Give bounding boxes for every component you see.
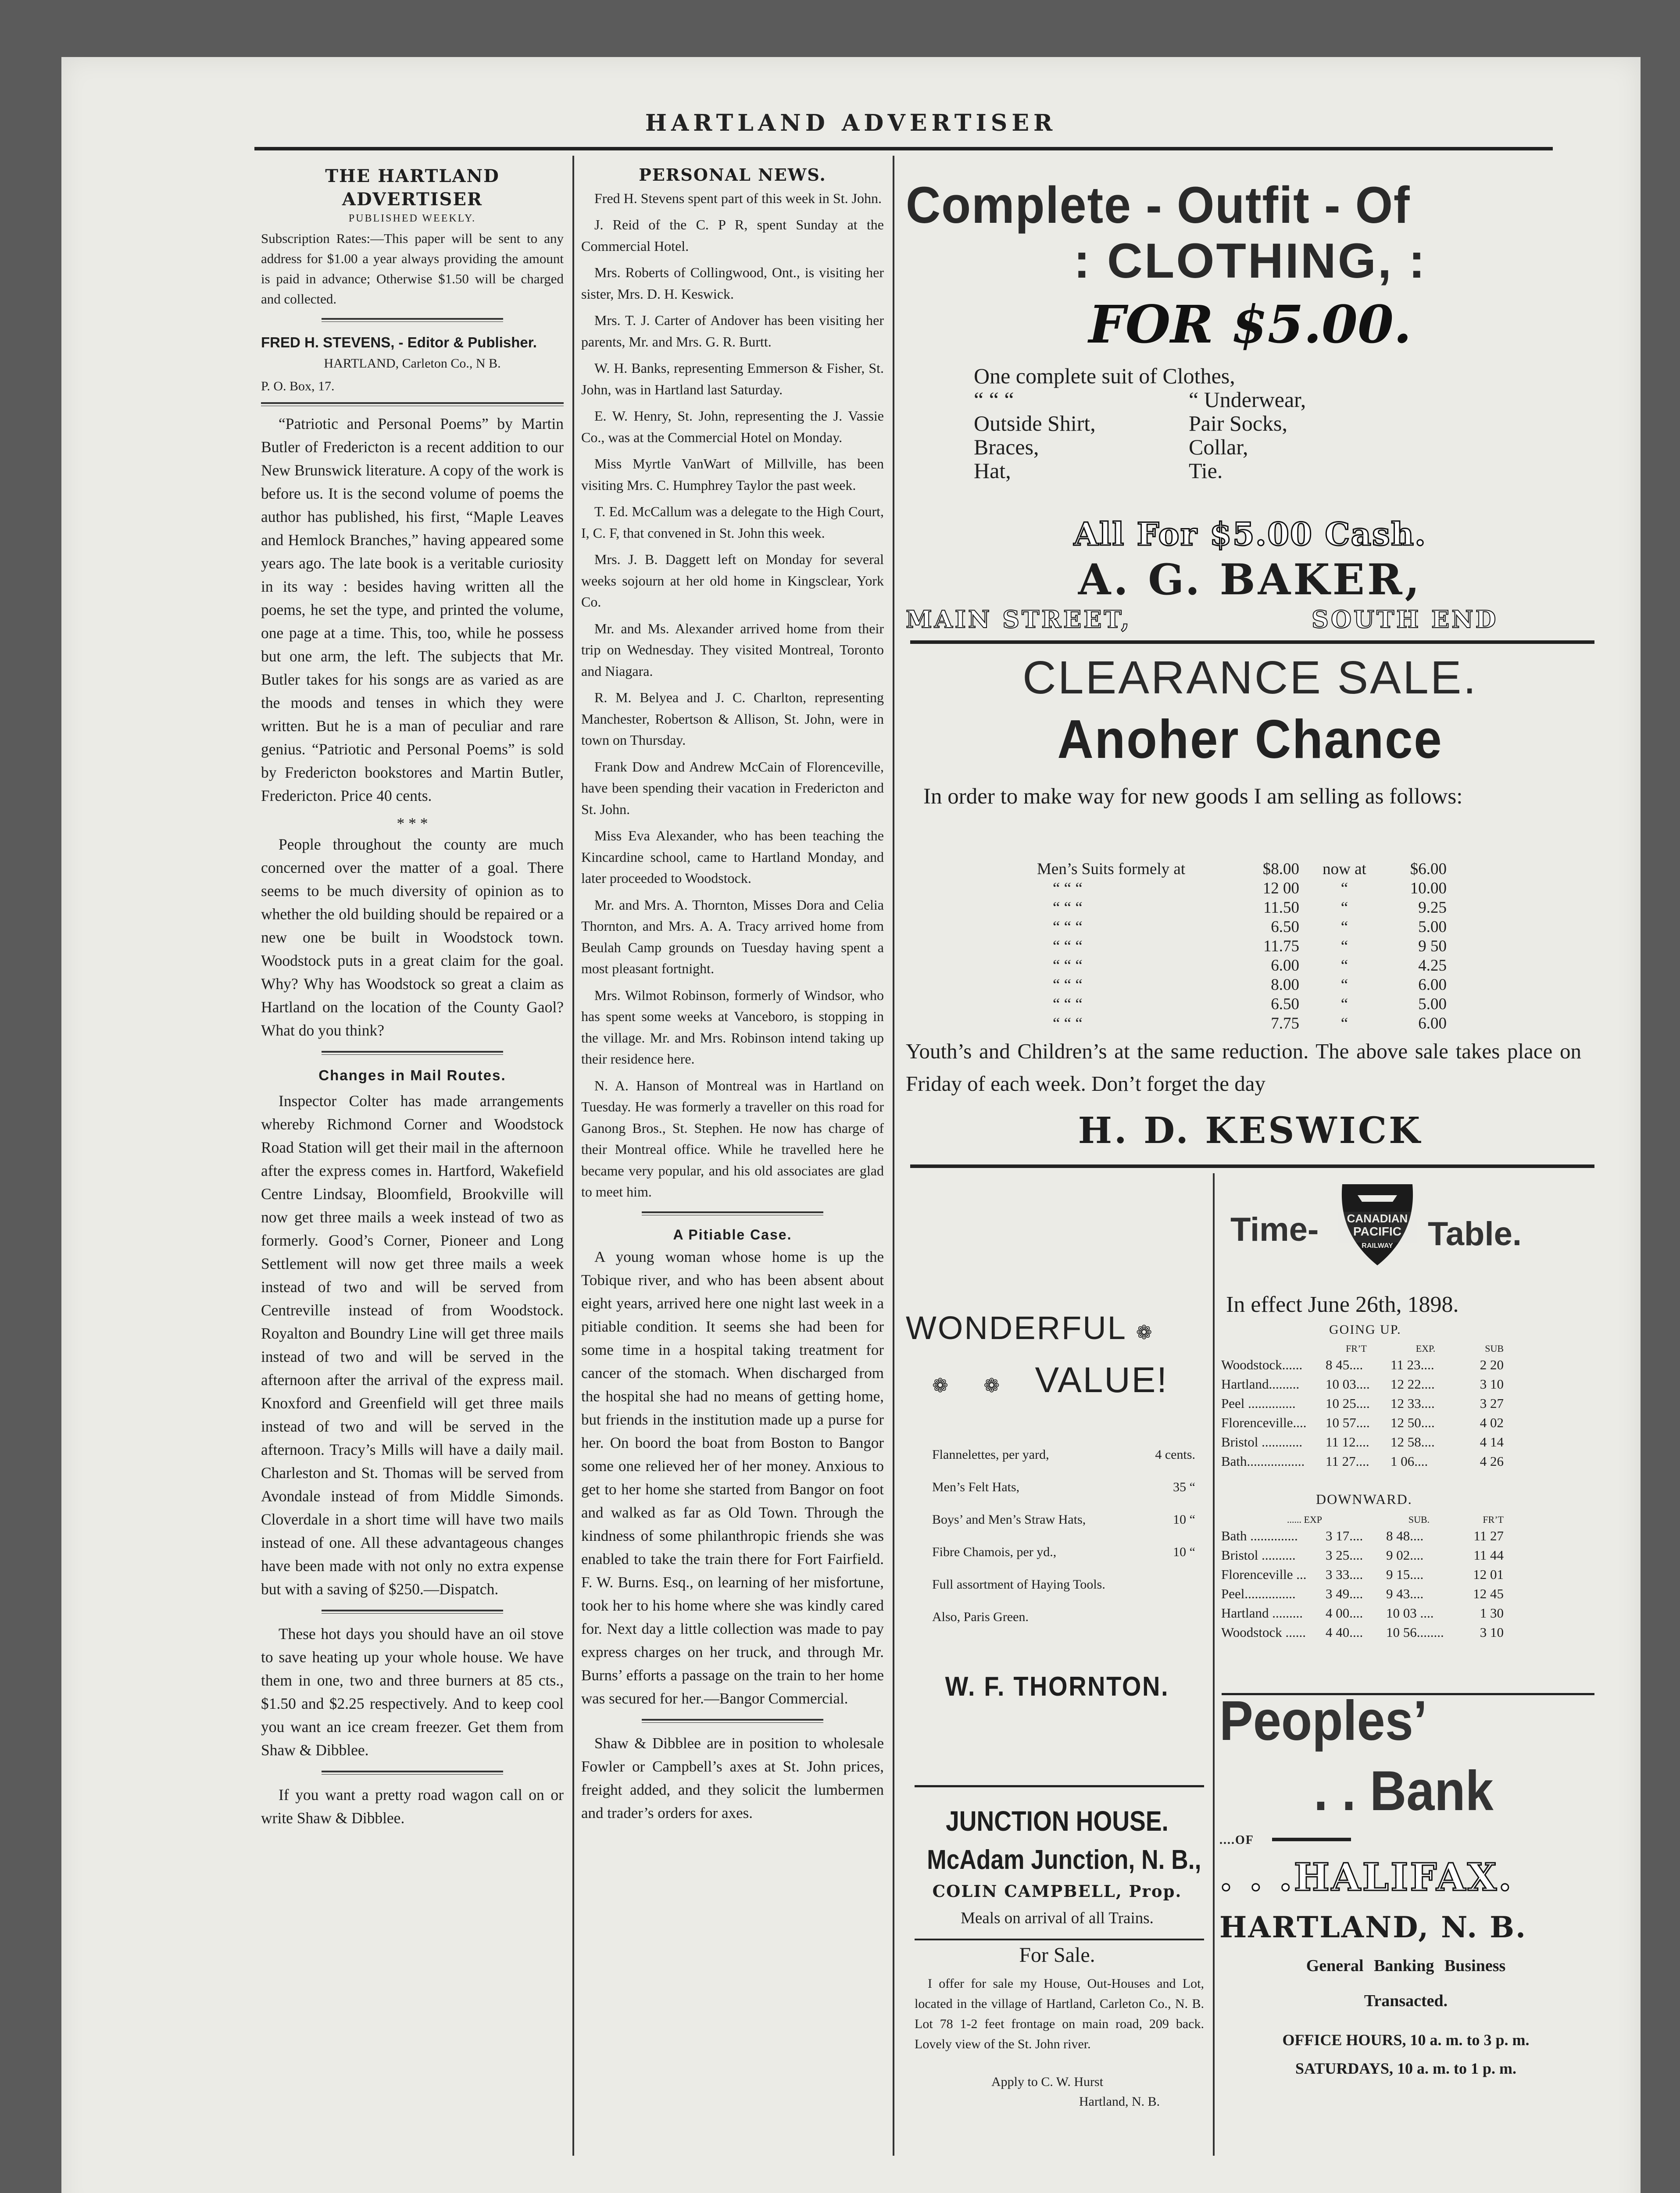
stars-divider: * * * [397,814,428,832]
timetable-row [1219,1604,1505,1623]
price-label: “ “ “ [1053,957,1083,975]
keswick-name: H. D. KESWICK [1078,1110,1423,1152]
column-rule-2 [893,156,894,2156]
mail-routes-heading: Changes in Mail Routes. [318,1067,506,1083]
time: 4 00.... [1326,1605,1363,1621]
price-now: 6.00 [1418,1014,1447,1032]
station: Bath .............. [1221,1528,1298,1543]
thornton-item [932,1568,1195,1601]
price-now: 6.00 [1418,976,1447,994]
baker-item: “ Underwear, [1189,387,1306,412]
shield-text: PACIFIC [1353,1225,1401,1238]
time: 3 10 [1480,1376,1504,1392]
time: 4 26 [1480,1454,1504,1469]
time: 11 27.... [1326,1454,1369,1469]
timetable-header [1219,1513,1505,1526]
timetable-up [1219,1342,1505,1471]
keswick-headline-1: CLEARANCE SALE. [1022,652,1478,704]
shield-text: RAILWAY [1362,1242,1393,1250]
bank-of-rule [1272,1838,1351,1841]
baker-item: One complete suit of Clothes, [974,364,1235,388]
keswick-headline-2: Anoher Chance [1057,709,1443,770]
baker-item [1189,364,1306,388]
thornton-headline-1 [906,1309,1154,1347]
for-sale-body: I offer for sale my House, Out-Houses and Lot, located in the village of Hartland, Carleton Co., N. B. Lot 78 1-2 feet frontage on main road, 209 back. Lovely view of the St. John river. [915,1976,1204,2051]
bank-name-2: . . Bank [1314,1760,1494,1822]
price-now-label: “ [1340,918,1348,936]
price-was: 6.00 [1271,957,1299,975]
baker-item: Braces, [974,435,1039,459]
price-label: “ “ “ [1053,899,1083,917]
baker-item: Collar, [1189,435,1248,459]
time: 4 40.... [1326,1625,1363,1640]
news-item: J. Reid of the C. P R, spent Sunday at the Commercial Hotel. [581,217,884,254]
poems-article: “Patriotic and Personal Poems” by Martin Butler of Fredericton is a recent addition to our New Brunswick literature. A copy of the work is before us. It is the second volume of poems the author has published, his first, “Maple Leaves and Hemlock Branches,” having appeared some years ago. The late book is a veritable curiosity in its way : besides having written all the poems, he set the type, and printed the volume, one page at a time. This, too, while he possess but one arm, the left. The subjects that Mr. Butler takes for his songs are as varied as are the moods and tenses in which they were written. But he is a man of peculiar and rare genius. “Patriotic and Personal Poems” is sold by Fredericton bookstores and Martin Butler, Fredericton. Price 40 cents. [261,415,564,804]
separator [261,402,564,406]
time: 4 02 [1480,1415,1504,1430]
news-item: Mr. and Ms. Alexander arrived home from their trip on Wednesday. They visited Montreal, Toronto and Niagara. [581,620,884,679]
time: 10 56........ [1386,1625,1444,1640]
for-sale-sign-2: Hartland, N. B. [1079,2094,1160,2109]
price-was: 12 00 [1262,879,1299,897]
price-table [1035,860,1448,1033]
price-was: 6.50 [1271,995,1299,1013]
price-row [1035,995,1448,1014]
paper-subtitle: PUBLISHED WEEKLY. [348,213,476,224]
flower-ornament-icon: ❁ [983,1375,1001,1397]
column-2 [581,164,884,1830]
axes-article: Shaw & Dibblee are in position to wholesale Fowler or Campbell’s axes at St. John prices, freight added, and they solicit the lumbermen and trader’s orders for axes. [581,1735,884,1822]
timetable-header [1219,1342,1505,1355]
downward-table [1219,1513,1505,1642]
time: 10 25.... [1326,1396,1370,1411]
price-row [1035,879,1448,898]
time: 12 45 [1473,1586,1504,1601]
station: Hartland......... [1221,1376,1300,1392]
bank-of: ....OF [1219,1833,1254,1847]
flower-ornament-icon: ❁ [1136,1322,1154,1343]
thornton-name: W. F. THORNTON. [945,1672,1169,1702]
station: Bath................. [1221,1454,1305,1469]
time: 1 06.... [1390,1454,1428,1469]
time: 10 03.... [1326,1376,1370,1392]
news-item: T. Ed. McCallum was a delegate to the High Court, I, C. F, that convened in St. John this week. [581,504,884,541]
mail-routes-article: Inspector Colter has made arrangements whereby Richmond Corner and Woodstock Road Station will get their mail in the afternoon after the express comes in. Hartford, Wakefield Centre Lindsay, Bloomfield, Brookville will now get three mails a week instead of two as formerly. Good’s Corner, Pioneer and Long Settlement will now get three mails a week instead of two and will be served from Centreville instead of from Woodstock. Royalton and Boundry Line will get three mails instead of two and will be served in the afternoon after the arrival of the express mail. Knoxford and Greenfield will get three mails instead of two and will be served in the afternoon. Tracy’s Mills will have a daily mail. Charleston and St. Thomas will be served from Avondale instead of from Middle Simonds. Cloverdale in a short time will have two mails instead of one. All these advantageous changes have been made with not only no extra expense but with a saving of $250.—Dispatch. [261,1092,564,1598]
shield-text: CANADIAN [1347,1212,1408,1225]
col-header: EXP. [1415,1343,1436,1354]
editor-address: HARTLAND, Carleton Co., N B. [324,356,501,371]
price-now: $6.00 [1410,860,1447,878]
baker-headline-2: : CLOTHING, : [1073,233,1427,288]
going-up-heading: GOING UP. [1329,1322,1401,1337]
time: 9 02.... [1386,1547,1424,1563]
time: 8 48.... [1386,1528,1424,1543]
flower-ornament-icon: ❁ [932,1375,950,1397]
time: 11 23.... [1390,1357,1434,1372]
item-price: 10 “ [1173,1545,1195,1559]
price-now: 9 50 [1418,937,1447,955]
time: 3 27 [1480,1396,1504,1411]
keswick-price-list [1035,860,1448,1033]
time: 3 33.... [1326,1567,1363,1582]
personal-news-heading: PERSONAL NEWS. [639,165,826,185]
item-price: 35 “ [1173,1480,1195,1494]
station: Woodstock ...... [1221,1625,1306,1640]
item-label: Also, Paris Green. [932,1610,1029,1624]
thornton-headline-2 [932,1360,1168,1401]
time: 12 33.... [1390,1396,1435,1411]
time: 11 27 [1473,1528,1504,1543]
timetable-down [1219,1513,1505,1642]
timetable-row [1219,1452,1505,1471]
time: 3 10 [1480,1625,1504,1640]
price-label: “ “ “ [1053,879,1083,897]
price-label: “ “ “ [1053,937,1083,955]
baker-name: A. G. BAKER, [1078,555,1423,604]
oil-stove-article: These hot days you should have an oil stove to save heating up your whole house. We have them in one, two and three burners at 85 cts., $1.50 and $2.25 respectively. And to keep cool you want an ice cream freezer. Get them from Shaw & Dibblee. [261,1625,564,1759]
thornton-wonderful: WONDERFUL [906,1310,1126,1346]
time: 10 03 .... [1386,1605,1434,1621]
thornton-item [932,1439,1195,1471]
timetable-time: Time- [1230,1211,1319,1248]
baker-street-left: MAIN STREET, [906,605,1132,633]
junction-meals: Meals on arrival of all Trains. [961,1909,1154,1927]
item-label: Fibre Chamois, per yd., [932,1545,1057,1559]
baker-item: Hat, [974,458,1011,483]
price-row [1035,975,1448,995]
baker-item: Outside Shirt, [974,411,1096,436]
timetable-row [1219,1375,1505,1394]
price-was: 11.75 [1263,937,1299,955]
separator [642,1719,823,1723]
road-wagon-article: If you want a pretty road wagon call on or write Shaw & Dibblee. [261,1786,564,1827]
bank-business: General Banking Business [1306,1957,1506,1975]
time: 12 50.... [1390,1415,1435,1430]
price-row [1035,937,1448,956]
price-now-label: “ [1340,957,1348,975]
price-now-label: “ [1340,976,1348,994]
price-now-label: “ [1340,899,1348,917]
item-price: 10 “ [1173,1512,1195,1527]
time: 3 25.... [1326,1547,1363,1563]
time: 11 44 [1473,1547,1504,1563]
price-now: 5.00 [1418,995,1447,1013]
timetable-row [1219,1394,1505,1413]
station: Bristol .......... [1221,1547,1296,1563]
baker-street-right: SOUTH END [1312,605,1498,633]
gaol-article: People throughout the county are much concerned over the matter of a goal. There seems to be much diversity of opinion as to whether the old building should be repaired or a new one be built in Woodstock town. Woodstock puts in a great claim for the goal. Why? Why has Woodstock so great a claim as Hartland on the location of the County Gaol? What do you think? [261,836,564,1039]
item-label: Full assortment of Haying Tools. [932,1577,1105,1592]
column-1 [261,164,564,1836]
newspaper-page [61,57,1641,2193]
time: 10 57.... [1326,1415,1370,1430]
news-item: Frank Dow and Andrew McCain of Florenceville, have been spending their vacation in Fredericton and St. John. [581,758,884,817]
col-header: SUB. [1408,1514,1430,1525]
station: Peel .............. [1221,1396,1296,1411]
col-header: FR’T [1346,1343,1367,1354]
separator [642,1211,823,1215]
price-label: “ “ “ [1053,918,1083,936]
time: 9 15.... [1386,1567,1424,1582]
pitiable-heading: A Pitiable Case. [673,1226,792,1243]
time: 11 12.... [1326,1434,1369,1450]
price-was: 8.00 [1271,976,1299,994]
keswick-outro: Youth’s and Children’s at the same reduction. The above sale takes place on Friday of each week. Don’t forget the day [906,1039,1581,1096]
baker-price: FOR $5.00. [1088,294,1412,355]
timetable-row [1219,1526,1505,1546]
for-sale-heading: For Sale. [1019,1943,1095,1967]
station: Woodstock...... [1221,1357,1303,1372]
thornton-items [932,1439,1195,1633]
news-item: E. W. Henry, St. John, representing the J. Vassie Co., was at the Commercial Hotel on Monday. [581,408,884,445]
time: 12 01 [1473,1567,1504,1582]
separator [322,1051,503,1055]
time: 1 30 [1480,1605,1504,1621]
station: Bristol ............ [1221,1434,1303,1450]
station: Florenceville ... [1221,1567,1307,1582]
keswick-rule [910,1164,1594,1168]
news-item: Miss Myrtle VanWart of Millville, has been visiting Mrs. C. Humphrey Taylor the past week. [581,456,884,493]
separator [322,1771,503,1775]
timetable-row [1219,1355,1505,1375]
time: 9 43.... [1386,1586,1424,1601]
price-row [1035,860,1448,879]
price-row [1035,898,1448,918]
timetable-row [1219,1432,1505,1452]
price-was: 7.75 [1271,1014,1299,1032]
paper-title: THE HARTLAND ADVERTISER [325,166,500,210]
thornton-rule [915,1785,1204,1787]
price-row [1035,956,1448,975]
junction-title: JUNCTION HOUSE. [946,1805,1169,1837]
bank-saturdays: SATURDAYS, 10 a. m. to 1 p. m. [1295,2060,1517,2077]
thornton-item [932,1504,1195,1536]
bank-hartland: HARTLAND, N. B. [1219,1910,1527,1944]
price-now: 5.00 [1418,918,1447,936]
price-now: 4.25 [1418,957,1447,975]
pitiable-article: A young woman whose home is up the Tobique river, and who has been absent about eight years, arrived here one night last week in a pitiable condition. It seems she had been for some time in a hospital taking treatment for cancer of the stomach. When discharged from the hospital she had no means of getting home, but friends in the institution made up a purse for her. On boord the boat from Boston to Bangor some one relieved her of her money. Anxious to get to her home she started from Bangor on foot and walked as far as Old Town. Through the kindness of some philanthropic friends she was enabled to take the train there for Fort Fairfield. F. W. Burns. Esq., on learning of her misfortune, took her to his home where she was kindly cared for. Next day a little collection was made to pay express charges on her truck, and through Mr. Burns’ efforts a passage on the train to her home was secured for her.—Bangor Commercial. [581,1248,884,1707]
for-sale-sign-1: Apply to C. W. Hurst [991,2075,1104,2089]
news-item: W. H. Banks, representing Emmerson & Fisher, St. John, was in Hartland last Saturday. [581,360,884,397]
news-item: Mr. and Mrs. A. Thornton, Misses Dora and Celia Thornton, and Mrs. A. A. Tracy arrived home from Beulah Camp grounds on Tuesday having spent a most pleasant fortnight. [581,896,884,976]
col-header-spacer [1324,1513,1384,1526]
station: Peel............... [1221,1586,1296,1601]
junction-proprietor: COLIN CAMPBELL, Prop. [932,1882,1182,1901]
price-was: 6.50 [1271,918,1299,936]
canadian-pacific-shield-icon [1327,1178,1428,1270]
timetable-row [1219,1413,1505,1432]
news-item: Mrs. Wilmot Robinson, formerly of Windsor, who has spent some weeks at Vanceboro, is stopping in the village. Mr. and Mrs. Robinson intend taking up their residence here. [581,987,884,1067]
time: 4 14 [1480,1434,1504,1450]
column-rule-1 [572,156,574,2156]
subscription-rates: Subscription Rates:—This paper will be sent to any address for $1.00 a year always providing the amount is paid in advance; Otherwise $1.50 will be charged and collected. [261,231,564,307]
price-now: 10.00 [1410,879,1447,897]
price-now-label: “ [1340,879,1348,897]
junction-rule [915,1939,1204,1940]
item-label: Men’s Felt Hats, [932,1480,1020,1494]
time: 8 45.... [1326,1357,1363,1372]
item-price: 4 cents. [1155,1447,1195,1462]
timetable-effect: In effect June 26th, 1898. [1226,1292,1459,1317]
going-up-table [1219,1342,1505,1471]
col-header: SUB [1485,1343,1504,1354]
time: 3 49.... [1326,1586,1363,1601]
masthead: HARTLAND ADVERTISER [645,110,1057,136]
thornton-item [932,1536,1195,1568]
station: Florenceville.... [1221,1415,1307,1430]
bank-halifax: . . .HALIFAX. [1219,1855,1513,1900]
news-item: Miss Eva Alexander, who has been teaching the Kincardine school, came to Hartland Monday, and later proceeded to Woodstock. [581,828,884,886]
bank-office-hours: OFFICE HOURS, 10 a. m. to 3 p. m. [1282,2031,1530,2049]
keswick-intro: In order to make way for new goods I am selling as follows: [923,784,1463,809]
news-item: Mrs. J. B. Daggett left on Monday for several weeks sojourn at her old home in Kingsclear, York Co. [581,551,884,610]
timetable-row [1219,1623,1505,1642]
news-item: Mrs. Roberts of Collingwood, Ont., is visiting her sister, Mrs. D. H. Keswick. [581,264,884,302]
po-box: P. O. Box, 17. [261,379,335,393]
baker-items-right [1189,364,1306,482]
column-rule-3 [1213,1173,1215,2156]
baker-item: Tie. [1189,458,1223,483]
price-row [1035,918,1448,937]
price-row [1035,1014,1448,1033]
time: 3 17.... [1326,1528,1363,1543]
separator [322,318,503,322]
news-item: N. A. Hanson of Montreal was in Hartland on Tuesday. He was formerly a traveller on this road for Ganong Bros., St. Stephen. He now has charge of their Montreal office. While he travelled here he became very popular, and his old associates are glad to meet him. [581,1077,884,1200]
thornton-item [932,1471,1195,1504]
bank-transacted: Transacted. [1364,1992,1448,2010]
baker-item: Pair Socks, [1189,411,1287,436]
baker-item: “ “ “ [974,387,1014,412]
time: 12 58.... [1390,1434,1435,1450]
price-now-label: “ [1340,995,1348,1013]
separator [322,1610,503,1614]
timetable-row [1219,1584,1505,1604]
time: 12 22.... [1390,1376,1435,1392]
price-was: $8.00 [1262,860,1299,878]
price-now-label: “ [1340,937,1348,955]
price-label: “ “ “ [1053,1014,1083,1032]
baker-rule [910,640,1594,644]
price-was: 11.50 [1263,899,1299,917]
thornton-value: VALUE! [1035,1360,1169,1400]
item-label: Boys’ and Men’s Straw Hats, [932,1512,1086,1527]
junction-place: McAdam Junction, N. B., [927,1845,1201,1875]
news-item: Mrs. T. J. Carter of Andover has been visiting her parents, Mr. and Mrs. G. R. Burtt. [581,312,884,350]
price-label: “ “ “ [1053,976,1083,994]
baker-cash: All For $5.00 Cash. [1073,515,1427,553]
masthead-rule [254,147,1553,150]
price-label: “ “ “ [1053,995,1083,1013]
downward-heading: DOWNWARD. [1316,1491,1412,1507]
news-item: Fred H. Stevens spent part of this week in St. John. [594,190,882,206]
timetable-table: Table. [1428,1215,1522,1253]
item-label: Flannelettes, per yard, [932,1447,1049,1462]
baker-headline-1: Complete - Outfit - Of [906,176,1411,234]
price-now: 9.25 [1418,899,1447,917]
editor-line: FRED H. STEVENS, - Editor & Publisher. [261,334,537,350]
price-now-label: now at [1323,860,1366,878]
price-now-label: “ [1340,1014,1348,1032]
bank-name-1: Peoples’ [1219,1689,1427,1752]
news-item: R. M. Belyea and J. C. Charlton, representing Manchester, Robertson & Allison, St. John, were in town on Thursday. [581,689,884,748]
col-header: ...... EXP [1287,1514,1322,1525]
col-header: FR’T [1483,1514,1504,1525]
timetable-row [1219,1546,1505,1565]
time: 2 20 [1480,1357,1504,1372]
thornton-item [932,1601,1195,1633]
station: Hartland ......... [1221,1605,1303,1621]
price-label: Men’s Suits formely at [1037,860,1186,878]
timetable-row [1219,1565,1505,1584]
